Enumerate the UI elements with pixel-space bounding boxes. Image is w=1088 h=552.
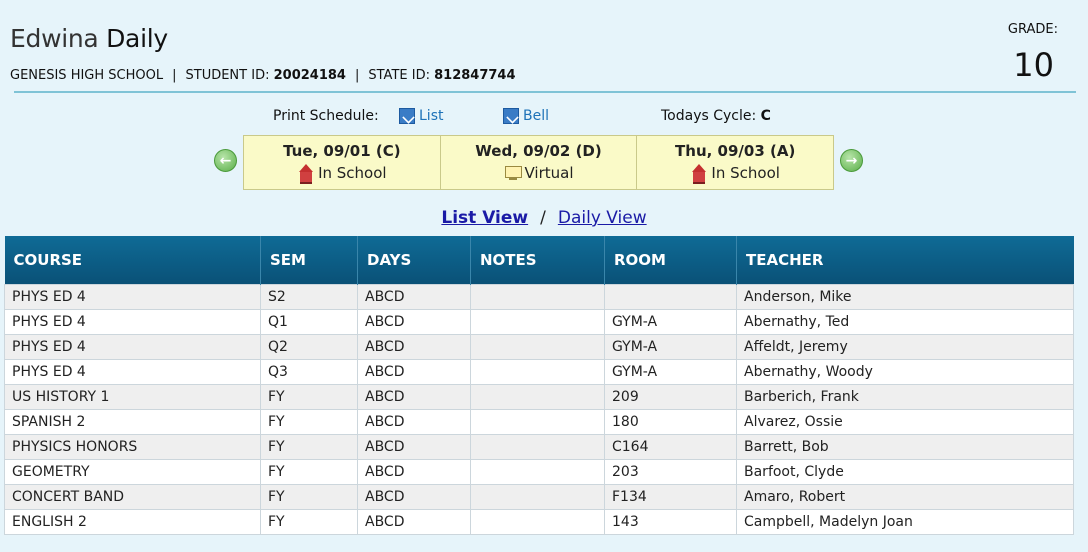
cell-teacher: Anderson, Mike [737,284,1074,309]
cell-teacher: Affeldt, Jeremy [737,334,1074,359]
cell-teacher: Campbell, Madelyn Joan [737,509,1074,534]
cell-notes [471,359,605,384]
cell-course: PHYS ED 4 [5,309,261,334]
day-cell[interactable] [244,136,441,189]
student-id-label: STUDENT ID: [185,68,270,83]
cell-room: GYM-A [605,309,737,334]
cell-room: 209 [605,384,737,409]
cell-notes [471,334,605,359]
cell-room: C164 [605,434,737,459]
cell-days: ABCD [358,484,471,509]
cell-sem: FY [261,434,358,459]
cell-sem: FY [261,459,358,484]
print-list-link[interactable] [399,108,443,124]
todays-cycle [661,108,771,124]
table-row [5,384,1074,409]
col-header-room[interactable]: ROOM [605,236,737,284]
separator: | [354,68,360,83]
grade-label: GRADE: [1007,22,1058,37]
cell-notes [471,459,605,484]
cell-teacher: Amaro, Robert [737,484,1074,509]
day-mode-label: In School [318,164,387,182]
table-row [5,309,1074,334]
day-mode [244,164,440,182]
cell-course: US HISTORY 1 [5,384,261,409]
cell-days: ABCD [358,509,471,534]
cell-sem: S2 [261,284,358,309]
cell-days: ABCD [358,334,471,359]
cell-notes [471,509,605,534]
cell-days: ABCD [358,359,471,384]
cell-notes [471,409,605,434]
student-last-name: Daily [106,24,168,53]
cell-course: SPANISH 2 [5,409,261,434]
cell-course: PHYS ED 4 [5,284,261,309]
cell-teacher: Barberich, Frank [737,384,1074,409]
table-row [5,509,1074,534]
student-name [10,24,168,53]
cell-notes [471,484,605,509]
view-separator: / [540,208,546,228]
student-info [10,68,516,83]
day-mode [441,164,637,182]
cycle-value: C [760,108,771,124]
print-schedule-row [0,108,1088,128]
cell-notes [471,309,605,334]
cell-notes [471,434,605,459]
table-row [5,409,1074,434]
state-id: 812847744 [434,68,516,83]
day-date: Tue, 09/01 (C) [283,142,401,160]
computer-icon [504,165,522,181]
student-header [0,0,1088,95]
state-id-label: STATE ID: [368,68,430,83]
table-row [5,484,1074,509]
day-mode-label: Virtual [524,164,574,182]
school-icon [690,164,708,182]
cell-sem: Q1 [261,309,358,334]
day-cell[interactable] [637,136,833,189]
cell-days: ABCD [358,384,471,409]
col-header-course[interactable]: COURSE [5,236,261,284]
cell-days: ABCD [358,284,471,309]
day-selector [243,135,834,190]
cell-sem: FY [261,484,358,509]
cell-days: ABCD [358,434,471,459]
daily-view-link[interactable]: Daily View [557,208,647,228]
cell-room: F134 [605,484,737,509]
cell-sem: FY [261,509,358,534]
cell-course: CONCERT BAND [5,484,261,509]
cell-sem: Q3 [261,359,358,384]
table-row [5,359,1074,384]
cell-course: ENGLISH 2 [5,509,261,534]
view-switcher [0,208,1088,228]
cell-days: ABCD [358,309,471,334]
student-first-name: Edwina [10,24,99,53]
print-schedule-label: Print Schedule: [273,108,379,124]
student-id: 20024184 [273,68,346,83]
table-header-row [5,236,1074,284]
cell-room [605,284,737,309]
schedule-table [4,236,1074,535]
cell-room: GYM-A [605,334,737,359]
prev-day-arrow-icon[interactable]: ← [214,149,237,172]
table-row [5,334,1074,359]
day-mode [637,164,833,182]
day-cell[interactable] [441,136,638,189]
table-row [5,459,1074,484]
cell-room: 143 [605,509,737,534]
cell-sem: Q2 [261,334,358,359]
cell-teacher: Abernathy, Ted [737,309,1074,334]
cell-notes [471,384,605,409]
school-name: GENESIS HIGH SCHOOL [10,68,164,83]
cell-sem: FY [261,384,358,409]
header-divider [14,91,1076,93]
cell-sem: FY [261,409,358,434]
day-date: Wed, 09/02 (D) [475,142,602,160]
print-list-label: List [419,108,444,124]
cell-course: PHYSICS HONORS [5,434,261,459]
grade-value: 10 [1013,46,1054,84]
cell-room: 180 [605,409,737,434]
list-view-link[interactable]: List View [441,208,529,228]
next-day-arrow-icon[interactable]: → [840,149,863,172]
day-mode-label: In School [711,164,780,182]
print-bell-label: Bell [523,108,549,124]
cell-days: ABCD [358,459,471,484]
cell-teacher: Alvarez, Ossie [737,409,1074,434]
table-row [5,284,1074,309]
cell-course: PHYS ED 4 [5,359,261,384]
print-icon [503,108,519,124]
cell-teacher: Barrett, Bob [737,434,1074,459]
cell-days: ABCD [358,409,471,434]
print-bell-link[interactable] [503,108,549,124]
cell-room: GYM-A [605,359,737,384]
cell-course: GEOMETRY [5,459,261,484]
cell-room: 203 [605,459,737,484]
col-header-teacher[interactable]: TEACHER [737,236,1074,284]
school-icon [297,164,315,182]
print-icon [399,108,415,124]
cell-notes [471,284,605,309]
cell-teacher: Barfoot, Clyde [737,459,1074,484]
separator: | [172,68,177,83]
cell-course: PHYS ED 4 [5,334,261,359]
col-header-sem[interactable]: SEM [261,236,358,284]
cell-teacher: Abernathy, Woody [737,359,1074,384]
col-header-days[interactable]: DAYS [358,236,471,284]
col-header-notes[interactable]: NOTES [471,236,605,284]
cycle-label: Todays Cycle: [661,108,757,124]
table-row [5,434,1074,459]
day-date: Thu, 09/03 (A) [675,142,796,160]
